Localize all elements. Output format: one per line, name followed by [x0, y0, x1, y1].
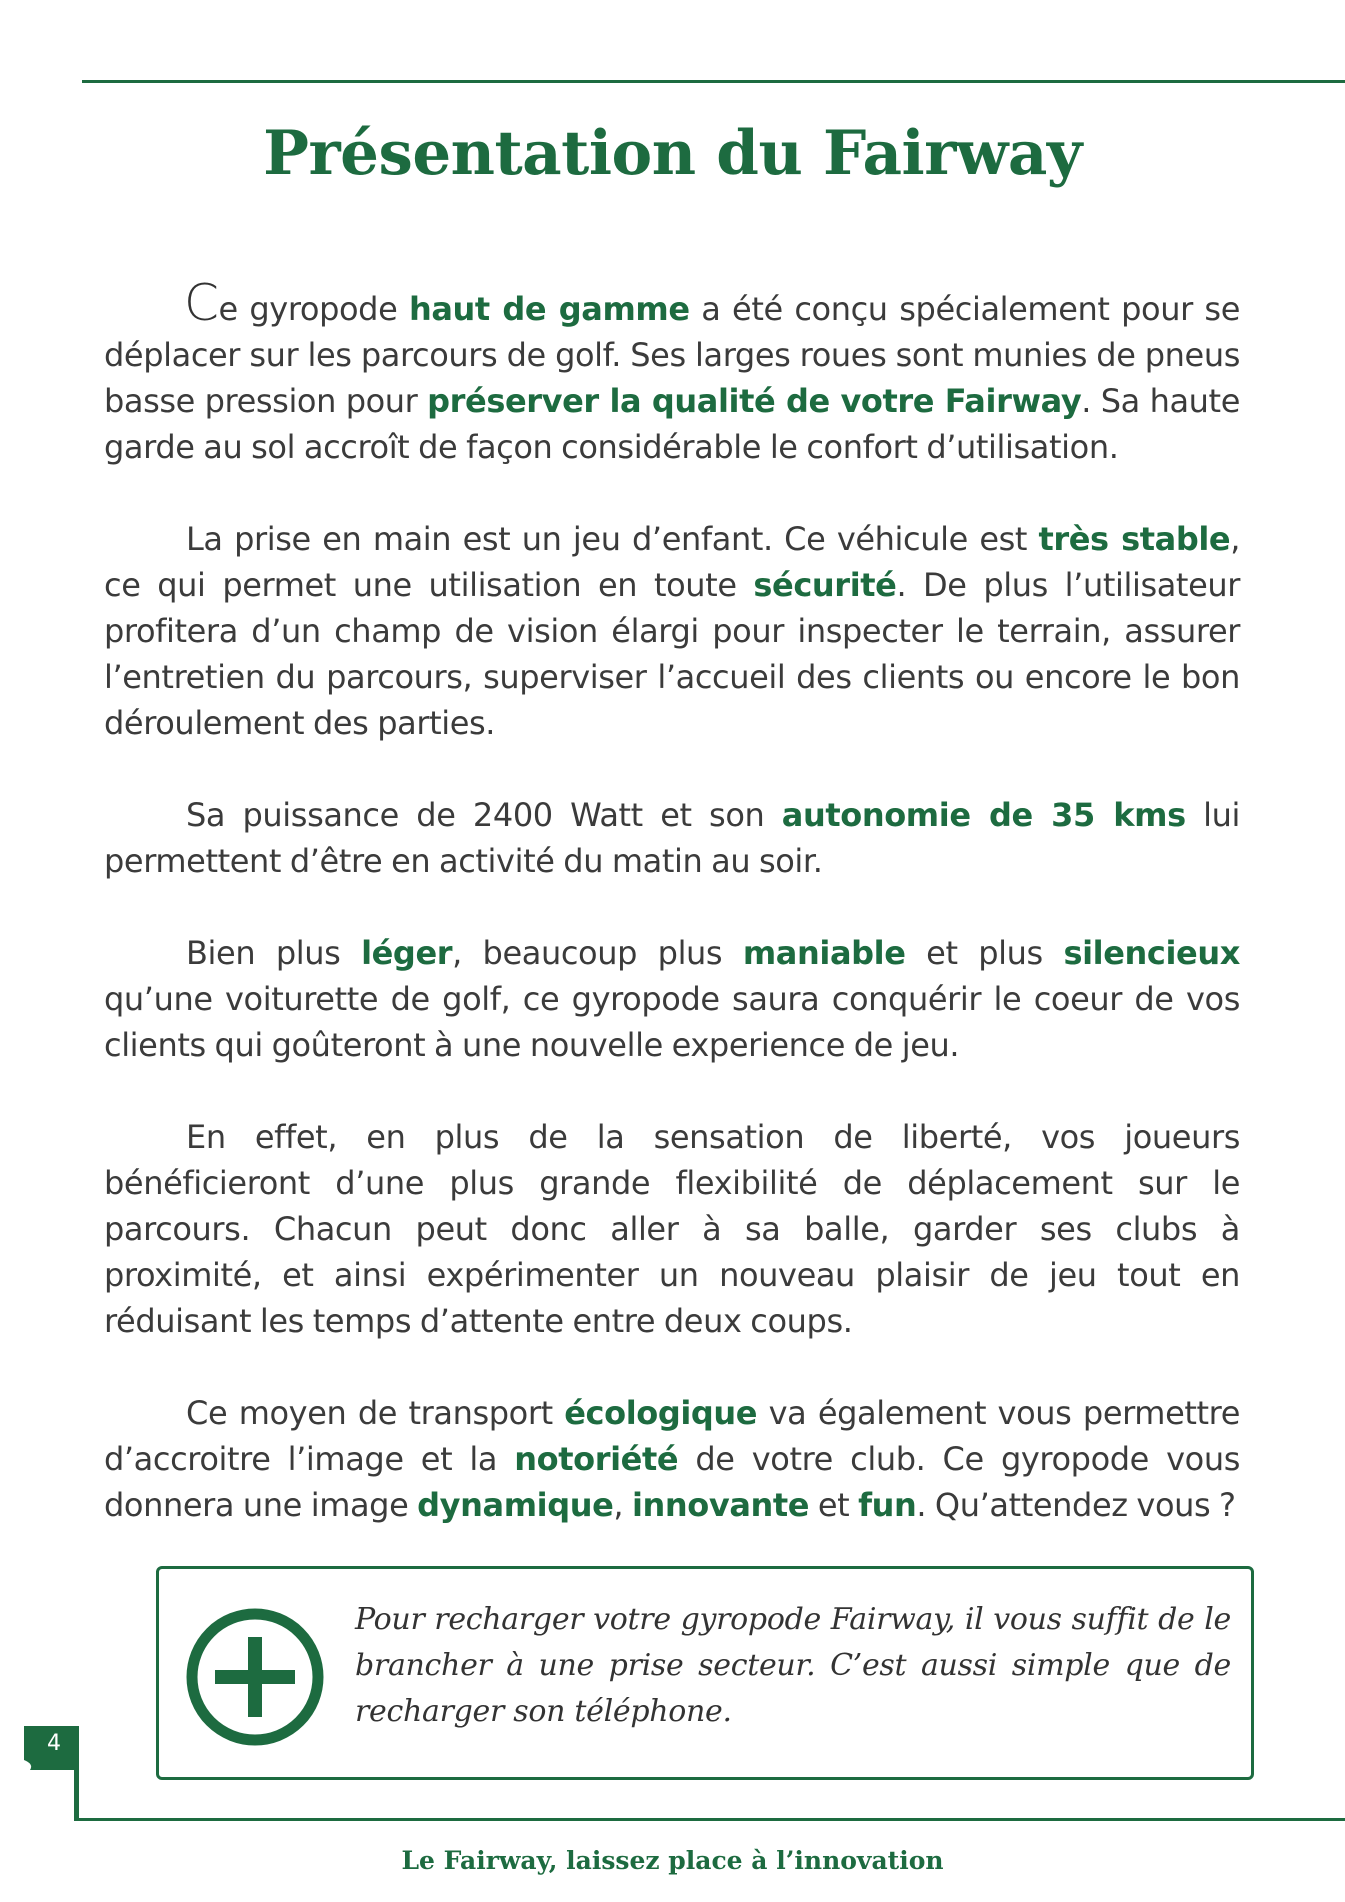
highlighted-phrase: sécurité	[753, 566, 897, 604]
recharge-note-box	[156, 1566, 1254, 1780]
text-run: lui permettent d’être en activité du matin au soir.	[104, 796, 1240, 880]
text-run: , beaucoup plus	[452, 934, 743, 972]
highlighted-phrase: silencieux	[1063, 934, 1240, 972]
text-run: Sa puissance de 2400 Watt et son	[186, 796, 782, 834]
text-run: et plus	[905, 934, 1064, 972]
text-run: a été conçu spécialement pour se déplacer sur les parcours de golf. Ses larges roues sont munies de pneus basse pression pour	[104, 290, 1240, 420]
text-run: e gyropode	[218, 290, 409, 328]
paragraph	[104, 1114, 1240, 1344]
drop-cap: C	[184, 274, 219, 332]
paragraph	[104, 792, 1240, 884]
recharge-note-text: Pour recharger votre gyropode Fairway, il vous suffit de le brancher à une prise secteur. C’est aussi simple que de recharger son téléphone.	[355, 1602, 1231, 1729]
text-run: . De plus l’utilisateur profitera d’un champ de vision élargi pour inspecter le terrain, assurer l’entretien du parcours, superviser l’accueil des clients ou encore le bon déroulement des parties.	[104, 566, 1240, 742]
page-number: 4	[47, 1731, 61, 1756]
highlighted-phrase: notoriété	[514, 1440, 679, 1478]
highlighted-phrase: léger	[361, 934, 453, 972]
highlighted-phrase: fun	[858, 1486, 917, 1524]
text-run: qu’une voiturette de golf, ce gyropode saura conquérir le coeur de vos clients qui goûteront à une nouvelle experience de jeu.	[104, 980, 1240, 1064]
highlighted-phrase: préserver la qualité de votre Fairway	[427, 382, 1082, 420]
paragraph	[104, 516, 1240, 746]
highlighted-phrase: maniable	[742, 934, 906, 972]
text-run: La prise en main est un jeu d’enfant. Ce véhicule est	[186, 520, 1039, 558]
footer-tagline: Le Fairway, laissez place à l’innovation	[401, 1846, 944, 1875]
text-run: ,	[613, 1486, 632, 1524]
paragraph	[104, 1390, 1240, 1528]
highlighted-phrase: haut de gamme	[408, 290, 690, 328]
page-title: Présentation du Fairway	[263, 118, 1082, 189]
text-run: , ce qui permet une utilisation en toute	[104, 520, 1240, 604]
highlighted-phrase: innovante	[631, 1486, 810, 1524]
highlighted-phrase: très stable	[1038, 520, 1231, 558]
highlighted-phrase: autonomie de 35 kms	[781, 796, 1186, 834]
top-divider	[82, 80, 1345, 83]
highlighted-phrase: écologique	[564, 1394, 758, 1432]
text-run: Bien plus	[186, 934, 362, 972]
plus-circle-icon	[184, 1606, 326, 1748]
paragraph	[104, 930, 1240, 1068]
text-run: de votre club. Ce gyropode vous donnera une image	[104, 1440, 1240, 1524]
text-run: et	[809, 1486, 859, 1524]
highlighted-phrase: dynamique	[417, 1486, 614, 1524]
article-body	[104, 274, 1240, 1574]
bottom-divider	[74, 1818, 1345, 1821]
text-run: . Sa haute garde au sol accroît de façon considérable le confort d’utilisation.	[104, 382, 1240, 466]
text-run: En effet, en plus de la sensation de liberté, vos joueurs bénéficieront d’une plus grande flexibilité de déplacement sur le parcours. Chacun peut donc aller à sa balle, garder ses clubs à proximité, et ainsi expérimenter un nouveau plaisir de jeu tout en réduisant les temps d’attente entre deux coups.	[104, 1118, 1240, 1340]
paragraph	[104, 274, 1240, 470]
text-run: Ce moyen de transport	[186, 1394, 565, 1432]
text-run: . Qu’attendez vous ?	[916, 1486, 1236, 1524]
text-run: va également vous permettre d’accroitre l’image et la	[104, 1394, 1240, 1478]
